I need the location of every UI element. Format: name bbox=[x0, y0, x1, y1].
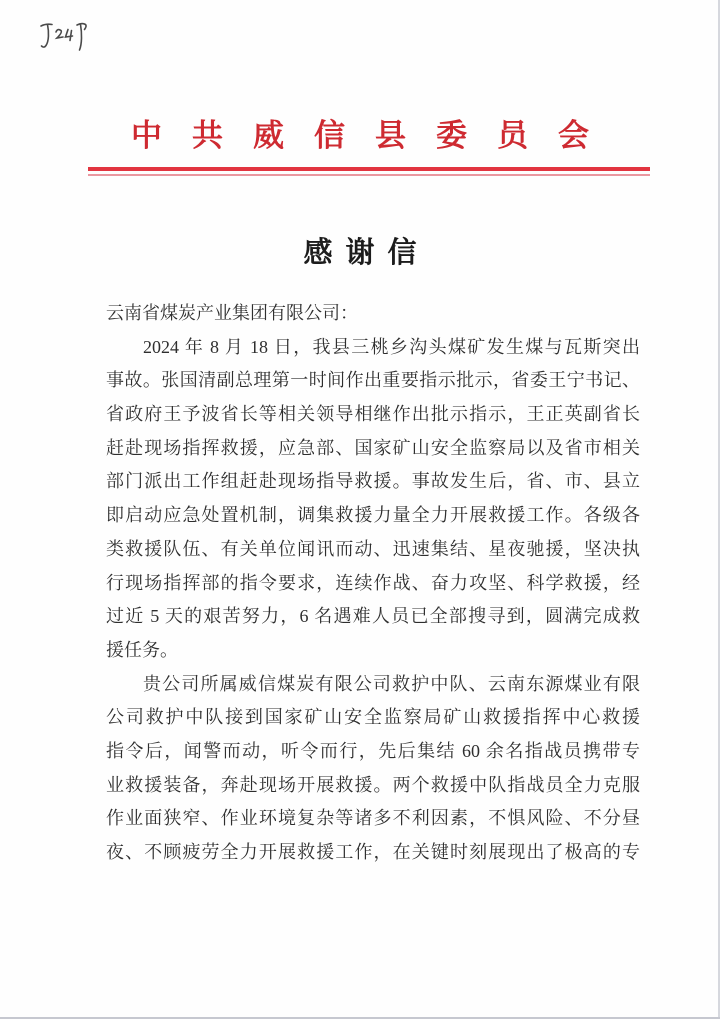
body-line: 部门派出工作组赶赴现场指导救援。事故发生后，省、市、县立 bbox=[106, 471, 640, 492]
handwritten-mark bbox=[38, 16, 94, 66]
body-line: 类救援队伍、有关单位闻讯而动、迅速集结、星夜驰援，坚决执 bbox=[106, 538, 640, 559]
letterhead-org-name: 中共威信县委员会 bbox=[131, 118, 619, 153]
body-line: 业救援装备，奔赴现场开展救援。两个救援中队指战员全力克服 bbox=[106, 774, 640, 795]
body-line: 行现场指挥部的指令要求，连续作战、奋力攻坚、科学救援，经 bbox=[106, 572, 640, 593]
body-line: 赶赴现场指挥救援，应急部、国家矿山安全监察局以及省市相关 bbox=[106, 437, 640, 458]
body-line: 省政府王予波省长等相关领导相继作出批示指示，王正英副省长 bbox=[106, 404, 640, 425]
letterhead-divider-line bbox=[88, 167, 650, 176]
body-line: 指令后，闻警而动，听令而行，先后集结 60 余名指战员携带专 bbox=[106, 740, 640, 761]
body-line: 援任务。 bbox=[106, 639, 178, 660]
divider-thin-line bbox=[88, 174, 650, 176]
body-line: 即启动应急处置机制，调集救援力量全力开展救援工作。各级各 bbox=[106, 505, 640, 526]
body-line: 夜、不顾疲劳全力开展救援工作，在关键时刻展现出了极高的专 bbox=[106, 842, 640, 862]
body-line: 过近 5 天的艰苦努力，6 名遇难人员已全部搜寻到，圆满完成救 bbox=[106, 606, 640, 627]
letter-body bbox=[106, 297, 640, 870]
salutation: 云南省煤炭产业集团有限公司： bbox=[106, 303, 358, 323]
body-line: 贵公司所属威信煤炭有限公司救护中队、云南东源煤业有限 bbox=[143, 673, 640, 694]
body-line: 作业面狭窄、作业环境复杂等诸多不利因素，不惧风险、不分昼 bbox=[106, 808, 640, 829]
body-line: 2024 年 8 月 18 日，我县三桃乡沟头煤矿发生煤与瓦斯突出 bbox=[143, 336, 640, 357]
body-line: 公司救护中队接到国家矿山安全监察局矿山救援指挥中心救援 bbox=[106, 707, 640, 728]
body-line: 事故。张国清副总理第一时间作出重要指示批示，省委王宁书记、 bbox=[106, 370, 640, 391]
document-title: 感谢信 bbox=[303, 237, 430, 269]
